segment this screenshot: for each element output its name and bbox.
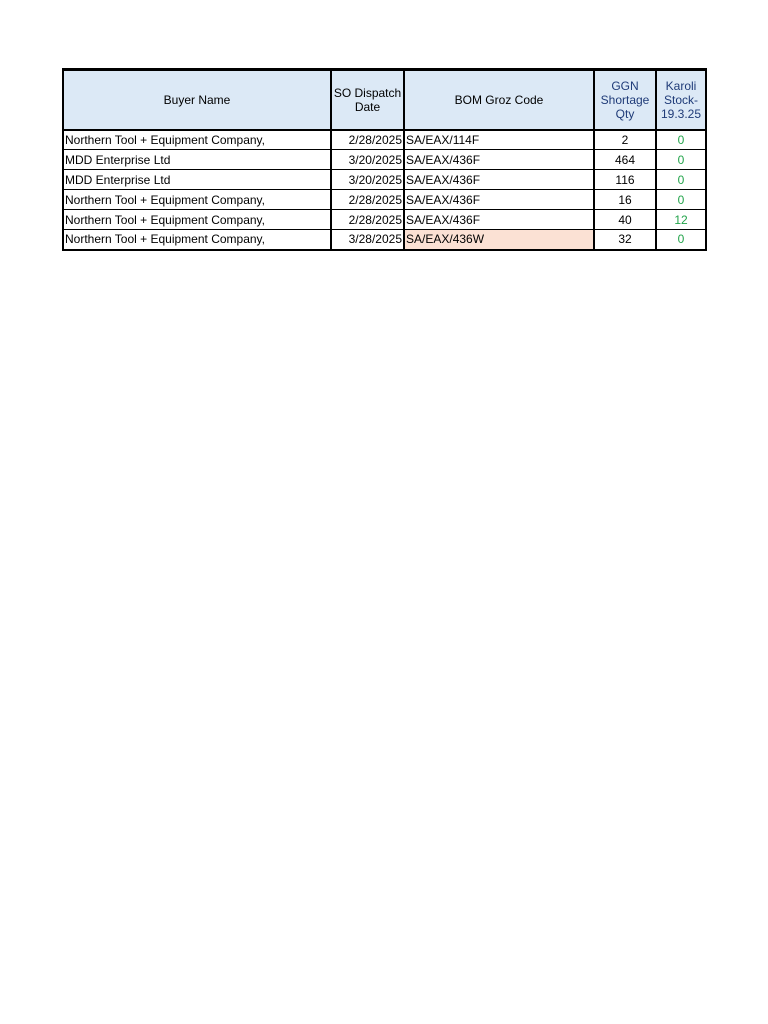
- cell-so-dispatch-date[interactable]: 3/28/2025: [331, 230, 404, 250]
- cell-ggn-shortage-qty[interactable]: 464: [594, 150, 656, 170]
- cell-bom-groz-code[interactable]: SA/EAX/436W: [404, 230, 594, 250]
- cell-ggn-shortage-qty[interactable]: 16: [594, 190, 656, 210]
- cell-bom-groz-code[interactable]: SA/EAX/436F: [404, 190, 594, 210]
- table-row: [63, 170, 706, 190]
- cell-so-dispatch-date[interactable]: 2/28/2025: [331, 130, 404, 150]
- cell-buyer-name[interactable]: MDD Enterprise Ltd: [63, 170, 331, 190]
- table-row: [63, 230, 706, 250]
- cell-ggn-shortage-qty[interactable]: 116: [594, 170, 656, 190]
- cell-buyer-name[interactable]: Northern Tool + Equipment Company,: [63, 210, 331, 230]
- cell-buyer-name[interactable]: MDD Enterprise Ltd: [63, 150, 331, 170]
- cell-so-dispatch-date[interactable]: 3/20/2025: [331, 150, 404, 170]
- cell-karoli-stock[interactable]: 12: [656, 210, 706, 230]
- cell-karoli-stock[interactable]: 0: [656, 150, 706, 170]
- cell-bom-groz-code[interactable]: SA/EAX/436F: [404, 150, 594, 170]
- cell-buyer-name[interactable]: Northern Tool + Equipment Company,: [63, 130, 331, 150]
- cell-bom-groz-code[interactable]: SA/EAX/436F: [404, 210, 594, 230]
- cell-so-dispatch-date[interactable]: 3/20/2025: [331, 170, 404, 190]
- table-row: [63, 210, 706, 230]
- cell-bom-groz-code[interactable]: SA/EAX/114F: [404, 130, 594, 150]
- cell-ggn-shortage-qty[interactable]: 2: [594, 130, 656, 150]
- table-row: [63, 130, 706, 150]
- table-row: [63, 150, 706, 170]
- cell-karoli-stock[interactable]: 0: [656, 190, 706, 210]
- shortage-table: [62, 68, 707, 251]
- cell-so-dispatch-date[interactable]: 2/28/2025: [331, 210, 404, 230]
- cell-buyer-name[interactable]: Northern Tool + Equipment Company,: [63, 230, 331, 250]
- cell-bom-groz-code[interactable]: SA/EAX/436F: [404, 170, 594, 190]
- header-buyer-name[interactable]: Buyer Name: [63, 70, 331, 130]
- cell-karoli-stock[interactable]: 0: [656, 230, 706, 250]
- header-karoli-stock[interactable]: Karoli Stock-19.3.25: [656, 70, 706, 130]
- header-bom-groz-code[interactable]: BOM Groz Code: [404, 70, 594, 130]
- header-so-dispatch-date[interactable]: SO Dispatch Date: [331, 70, 404, 130]
- cell-ggn-shortage-qty[interactable]: 40: [594, 210, 656, 230]
- cell-buyer-name[interactable]: Northern Tool + Equipment Company,: [63, 190, 331, 210]
- table-body: [63, 130, 706, 250]
- header-ggn-shortage-qty[interactable]: GGN Shortage Qty: [594, 70, 656, 130]
- cell-ggn-shortage-qty[interactable]: 32: [594, 230, 656, 250]
- cell-karoli-stock[interactable]: 0: [656, 170, 706, 190]
- cell-so-dispatch-date[interactable]: 2/28/2025: [331, 190, 404, 210]
- header-row: [63, 70, 706, 130]
- cell-karoli-stock[interactable]: 0: [656, 130, 706, 150]
- table-row: [63, 190, 706, 210]
